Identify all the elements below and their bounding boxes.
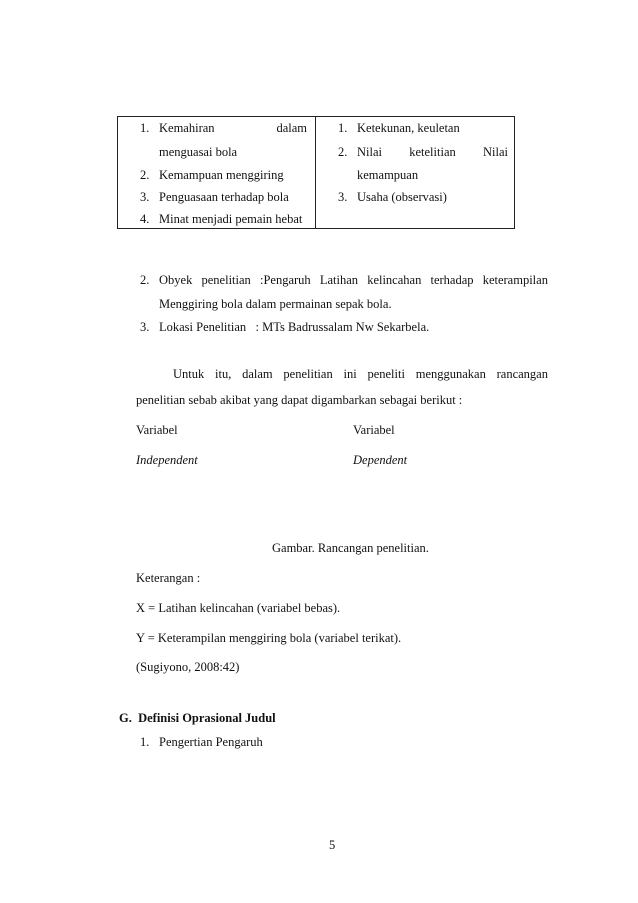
paragraph-word: dalam [242,367,273,381]
paragraph-word: itu, [215,367,232,381]
subsection-num: 1. [140,735,150,749]
list-item-2-word: Obyek [159,273,193,287]
paragraph-word: peneliti [367,367,405,381]
list-item-2-word: penelitian [201,273,251,287]
left-item-3-num: 3. [140,190,150,204]
right-item-2-word-1: Nilai [357,145,382,159]
dependent-variable-label: Variabel [353,423,395,437]
figure-caption: Gambar. Rancangan penelitian. [272,541,429,555]
right-item-1-text: Ketekunan, keuletan [357,121,460,135]
independent-variable-label: Variabel [136,423,178,437]
left-item-1-line1 [159,121,307,136]
paragraph-word: menggunakan [415,367,486,381]
right-item-3-num: 3. [338,190,348,204]
list-item-2-word: :Pengaruh [259,273,311,287]
right-item-3-text: Usaha (observasi) [357,190,447,204]
right-item-2-word-2: ketelitian [409,145,456,159]
left-item-4-text: Minat menjadi pemain hebat [159,212,303,226]
table-divider [315,117,316,228]
paragraph-word: penelitian [283,367,333,381]
note-x: X = Latihan kelincahan (variabel bebas). [136,601,341,615]
list-item-2-word: kelincahan [367,273,422,287]
section-heading: G. Definisi Oprasional Judul [119,711,276,725]
list-item-2-line2: Menggiring bola dalam permainan sepak bola. [159,297,392,311]
list-item-2-num: 2. [140,273,150,287]
left-item-2-text: Kemampuan menggiring [159,168,284,182]
left-item-1-line2: menguasai bola [159,145,238,159]
paragraph-word: Untuk [173,367,205,381]
left-item-1-word-b: dalam [276,121,307,135]
right-item-2-num: 2. [338,145,348,159]
list-item-2-word: terhadap [430,273,474,287]
right-item-2-line1 [357,145,508,160]
left-item-4-num: 4. [140,212,150,226]
left-item-1-num: 1. [140,121,150,135]
note-y: Y = Keterampilan menggiring bola (variabel terikat). [136,631,402,645]
list-item-2-word: keterampilan [482,273,548,287]
dependent-variable-type: Dependent [353,453,408,467]
left-item-1-word-a: Kemahiran [159,121,215,135]
subsection-title: Pengertian Pengaruh [159,735,263,749]
paragraph-line-2: penelitian sebab akibat yang dapat digambarkan sebagai berikut : [136,393,463,407]
paragraph-word: ini [343,367,357,381]
list-item-2-word: Latihan [319,273,359,287]
notes-title: Keterangan : [136,571,201,585]
left-item-2-num: 2. [140,168,150,182]
right-item-2-word-3: Nilai [482,145,508,159]
independent-variable-type: Independent [136,453,198,467]
paragraph-line-1 [173,367,548,382]
right-item-1-num: 1. [338,121,348,135]
right-item-2-line2: kemampuan [357,168,419,182]
list-item-3-num: 3. [140,320,150,334]
page-number: 5 [329,838,336,852]
left-item-3-text: Penguasaan terhadap bola [159,190,289,204]
list-item-3-text: Lokasi Penelitian : MTs Badrussalam Nw Sekarbela. [159,320,430,334]
citation: (Sugiyono, 2008:42) [136,660,240,674]
list-item-2-line1 [159,273,548,288]
paragraph-word: rancangan [496,367,548,381]
